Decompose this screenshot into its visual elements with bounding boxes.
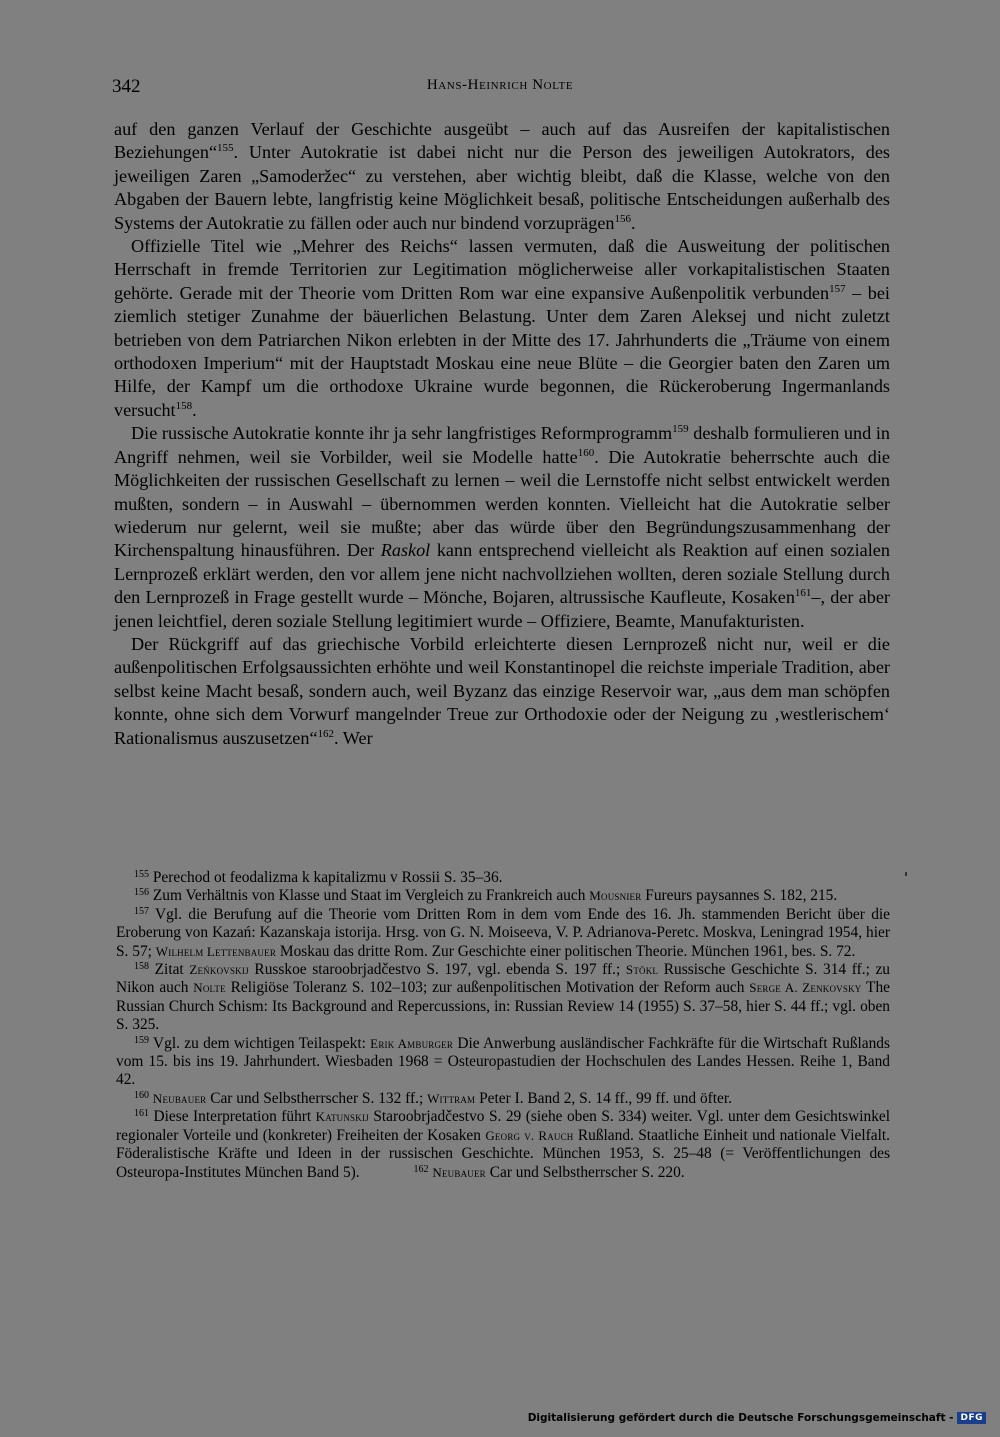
footnote — [116, 961, 890, 1035]
footnote — [116, 869, 890, 887]
text-run: Russische Geschichte S. 314 ff.; zu Nikon auch — [116, 961, 891, 997]
paragraph — [114, 235, 890, 422]
author-name: Neubauer — [152, 1090, 207, 1106]
text-run: Russkoe staroobrjadčestvo S. 197, vgl. ebenda S. 197 ff.; — [248, 961, 626, 979]
footnote-ref: 158 — [134, 961, 149, 973]
paragraph — [114, 118, 890, 235]
footnote-ref: 161 — [794, 587, 812, 600]
footnotes — [116, 869, 890, 1182]
text-run: . Wer — [334, 727, 373, 748]
author-name: Zeńkovskij — [189, 962, 249, 978]
text-run: Peter I. Band 2, S. 14 ff., 99 ff. und öfter. — [475, 1089, 733, 1107]
footnote-ref: 160 — [577, 446, 595, 459]
author-name: Wittram — [427, 1090, 476, 1106]
text-run: Offizielle Titel wie „Mehrer des Reichs“ lassen vermuten, daß die Ausweitung der politischen Herrschaft in fremde Territorien zur Legitimation möglicherweise aller vorkapitalistischen Staaten gehörte. Gerade mit der Theorie vom Dritten Rom war eine expansive Außenpolitik verbunden — [114, 236, 890, 303]
footnote-ref: 156 — [134, 887, 149, 899]
page-header — [112, 76, 888, 102]
footnote-ref: 162 — [413, 1163, 429, 1175]
text-run: deshalb formulieren und in Angriff nehmen, weil sie Vorbilder, weil sie Modelle hatte — [114, 423, 890, 467]
text-run: Der Rückgriff auf das griechische Vorbild erleichterte diesen Lernprozeß nicht nur, weil er die außenpolitischen Erfolgsaussichten erhöhte und weil Konstantinopel die reichste imperiale Tradition, aber selbst keine Macht besaß, sondern auch, weil Byzanz das einzige Reservoir war, „aus dem man schöpfen konnte, ohne sich dem Vorwurf mangelnder Treue zur Orthodoxie oder der Neigung zu ‚westlerischem‘ Rationalismus auszusetzen“ — [114, 633, 890, 748]
footnote-ref: 156 — [614, 212, 632, 225]
text-run: . — [192, 399, 197, 420]
text-run: Perechod ot feodalizma k kapitalizmu v Rossii S. 35–36. — [149, 869, 503, 886]
author-name: Wilhelm Lettenbauer — [155, 943, 277, 959]
footnote — [116, 1108, 890, 1182]
text-run: Car und Selbstherrscher S. 132 ff.; — [206, 1089, 428, 1107]
author-name: Georg v. Rauch — [485, 1127, 574, 1143]
text-run: –, der aber jenen leichtfiel, deren soziale Stellung legitimiert wurde – Offiziere, Beamte, Manufakturisten. — [114, 587, 890, 631]
footnote-ref: 158 — [175, 399, 193, 412]
text-run: Staroobrjadčestvo S. 29 (siehe oben S. 334) weiter. Vgl. unter dem Gesichtswinkel regionaler Vorteile und (konkreter) Freiheiten der Kosaken — [116, 1108, 890, 1144]
text-run: kann entsprechend vielleicht als Reaktion auf einen sozialen Lernprozeß erklärt werden, den vor allem jene nicht nachvollziehen wollten, deren soziale Stellung durch den Lernprozeß in Frage gestellt wurde – Mönche, Bojaren, altrussische Kaufleute, Kosaken — [114, 540, 890, 608]
text-run: Rußland. Staatliche Einheit und nationale Vielfalt. Föderalistische Kräfte und Ideen in der russischen Geschichte. München 1953, S. 25–48 (= Veröffentlichungen des Osteuropa-Institutes München Band 5). — [116, 1126, 890, 1181]
text-run: Die russische Autokratie konnte ihr ja sehr langfristiges Reformprogramm — [131, 423, 673, 444]
author-name: Nolte — [193, 980, 226, 996]
footnote-ref: 159 — [672, 423, 689, 436]
text-run: . — [631, 212, 636, 233]
dfg-logo: DFG — [957, 1412, 986, 1424]
text-run: Car und Selbstherrscher S. 220. — [485, 1163, 685, 1181]
text-run: Moskau das dritte Rom. Zur Geschichte einer politischen Theorie. München 1961, bes. S. 72. — [276, 942, 856, 960]
footnote — [116, 1035, 890, 1090]
author-name: Stökl — [625, 962, 659, 978]
footer-text: Digitalisierung gefördert durch die Deutsche Forschungsgemeinschaft - — [527, 1412, 954, 1424]
text-run: . Die Autokratie beherrschte auch die Möglichkeiten der russischen Gesellschaft zu lernen – weil die Lernstoffe nicht selbst entwickelt werden mußten, sondern – in Auswahl – übernommen werden konnten. Vielleicht hat die Autokratie selber wiederum nur gelernt, weil sie mußte; aber das würde über den Begründungszusammenhang der Kirchenspaltung hinausführen. Der — [114, 446, 890, 561]
footnote — [116, 1090, 890, 1108]
footnote-ref: 157 — [829, 282, 846, 295]
scan-mark — [905, 872, 907, 876]
author-name: Erik Amburger — [370, 1035, 454, 1051]
paragraph — [114, 633, 890, 750]
text-run: . Unter Autokratie ist dabei nicht nur die Person des jeweiligen Autokrators, des jeweiligen Zaren „Samoderžec“ zu verstehen, aber wichtig bleibt, daß die Klasse, welche von den Abgaben der Bauern lebte, langfristig keine Möglichkeit besaß, politische Entscheidungen außerhalb des Systems der Autokratie zu fällen oder auch nur bindend vorzuprägen — [114, 142, 890, 233]
text-run: auf den ganzen Verlauf der Geschichte ausgeübt – auch auf das Ausreifen der kapitalistischen Beziehungen“ — [114, 119, 890, 163]
text-run: Fureurs paysannes S. 182, 215. — [641, 887, 838, 905]
footnote — [116, 887, 890, 905]
author-name: Katunskij — [315, 1109, 369, 1125]
running-head: Hans-Heinrich Nolte — [426, 77, 574, 93]
footnote-ref: 155 — [217, 142, 234, 155]
footnote-ref: 162 — [317, 727, 335, 740]
text-run: Die Anwerbung ausländischer Fachkräfte für die Wirtschaft Rußlands vom 15. bis ins 19. Jahrhundert. Wiesbaden 1968 = Osteuropastudien der Hochschulen des Landes Hessen. Reihe 1, Band 42. — [116, 1034, 890, 1089]
text-run: Vgl. die Berufung auf die Theorie vom Dritten Rom in dem vom Ende des 16. Jh. stammenden Bericht über die Eroberung von Kazań: Kazanskaja istorija. Hrsg. von G. N. Moiseeva, V. P. Adrianova-Peretc. Moskva, Leningrad 1954, hier S. 57; — [116, 905, 890, 960]
page-number: 342 — [112, 76, 141, 97]
text-run: Zitat — [149, 961, 190, 979]
digitization-footer — [528, 1412, 986, 1424]
footnote-ref: 161 — [134, 1108, 149, 1120]
author-name: Serge A. Zenkovsky — [749, 980, 862, 996]
body-text — [114, 118, 890, 750]
author-name: Mousnier — [589, 888, 642, 904]
text-run: Diese Interpretation führt — [149, 1108, 316, 1126]
text-run: Vgl. zu dem wichtigen Teilaspekt: — [149, 1034, 371, 1052]
footnote-ref: 160 — [134, 1089, 149, 1101]
footnote-ref: 155 — [134, 869, 149, 880]
italic-term: Raskol — [380, 540, 431, 561]
footnote — [116, 906, 890, 961]
text-run: The Russian Church Schism: Its Background and Repercussions, in: Russian Review 14 (1955) S. 37–58, hier S. 44 ff.; vgl. oben S. 325. — [116, 979, 890, 1034]
footnote-ref: 157 — [134, 905, 149, 917]
author-name: Neubauer — [432, 1164, 486, 1180]
text-run: Religiöse Toleranz S. 102–103; zur außenpolitischen Motivation der Reform auch — [225, 979, 750, 997]
text-run: Zum Verhältnis von Klasse und Staat im Vergleich zu Frankreich auch — [149, 887, 590, 905]
paragraph — [114, 422, 890, 633]
text-run: – bei ziemlich stetiger Zunahme der bäuerlichen Belastung. Unter dem Zaren Aleksej und nicht zuletzt betrieben von dem Patriarchen Nikon erlebten in der Mitte des 17. Jahrhunderts die „Träume von einem orthodoxen Imperium“ mit der Hauptstadt Moskau eine neue Blüte – die Georgier baten den Zaren um Hilfe, der Kampf um die orthodoxe Ukraine wurde begonnen, die Rückeroberung Ingermanlands versucht — [114, 282, 890, 420]
footnote-ref: 159 — [134, 1034, 149, 1046]
